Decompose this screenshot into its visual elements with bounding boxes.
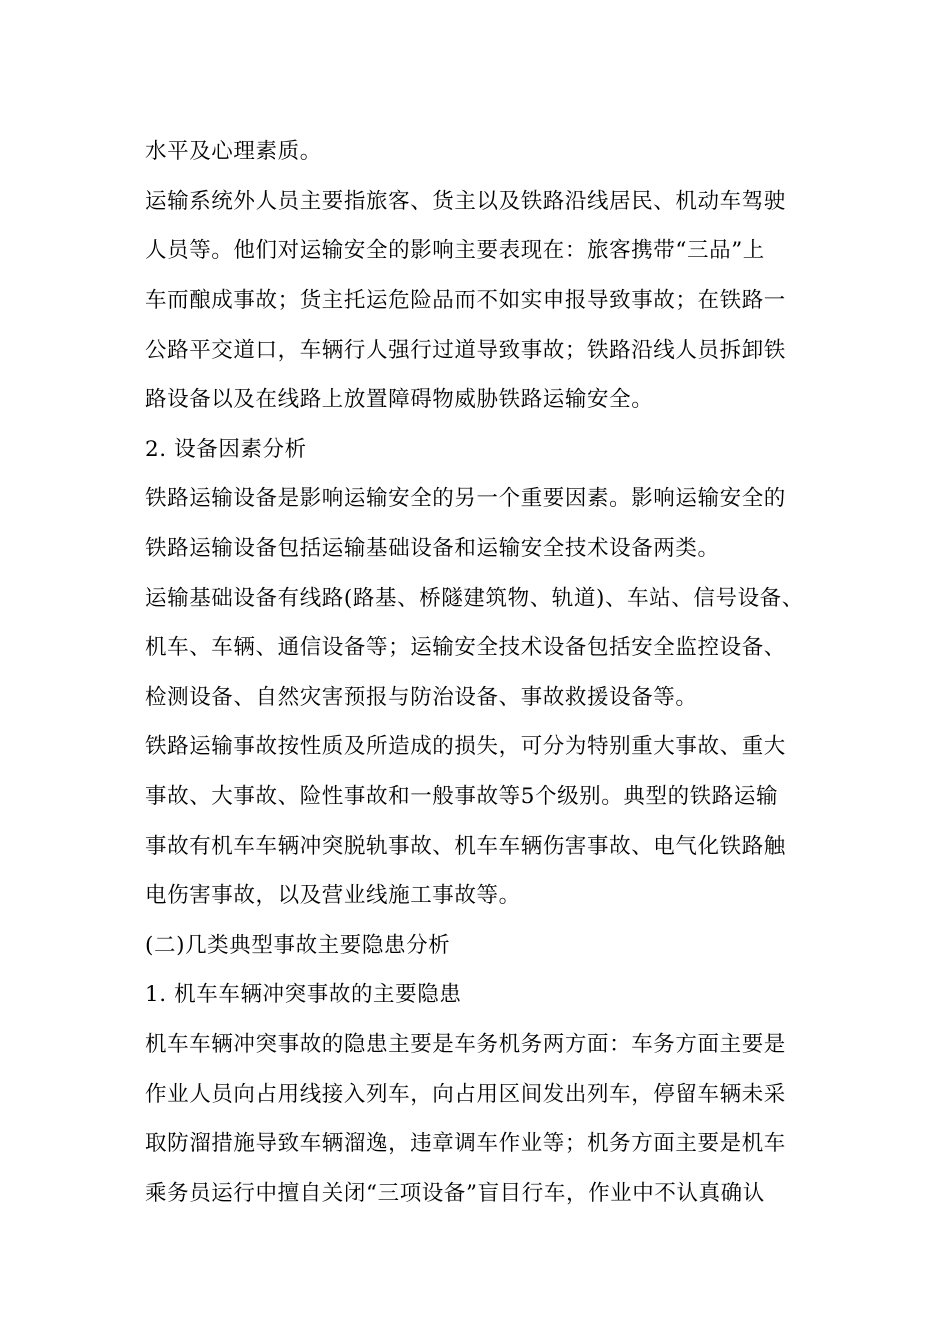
text-line: 检测设备、自然灾害预报与防治设备、事故救援设备等。 xyxy=(145,685,698,710)
text-line: 铁路运输设备包括运输基础设备和运输安全技术设备两类。 xyxy=(145,536,720,561)
section-heading: 1. 机车车辆冲突事故的主要隐患 xyxy=(145,982,462,1007)
text-line: 取防溜措施导致车辆溜逸，违章调车作业等；机务方面主要是机车 xyxy=(145,1131,786,1156)
text-line: 运输系统外人员主要指旅客、货主以及铁路沿线居民、机动车驾驶 xyxy=(145,189,786,214)
text-line: 车而酿成事故；货主托运危险品而不如实申报导致事故；在铁路一 xyxy=(145,288,786,313)
text-line: 铁路运输事故按性质及所造成的损失，可分为特别重大事故、重大 xyxy=(145,734,786,759)
text-line: 电伤害事故，以及营业线施工事故等。 xyxy=(145,883,521,908)
text-line: 事故、大事故、险性事故和一般事故等5个级别。典型的铁路运输 xyxy=(145,784,779,809)
text-line: 事故有机车车辆冲突脱轨事故、机车车辆伤害事故、电气化铁路触 xyxy=(145,834,786,859)
text-line: 人员等。他们对运输安全的影响主要表现在：旅客携带“三品”上 xyxy=(145,238,765,263)
section-heading: 2. 设备因素分析 xyxy=(145,437,307,462)
text-line: 机车、车辆、通信设备等；运输安全技术设备包括安全监控设备、 xyxy=(145,635,786,660)
section-heading: (二)几类典型事故主要隐患分析 xyxy=(145,933,451,958)
text-line: 铁路运输设备是影响运输安全的另一个重要因素。影响运输安全的 xyxy=(145,486,786,511)
text-line: 运输基础设备有线路(路基、桥隧建筑物、轨道)、车站、信号设备、 xyxy=(145,586,804,611)
text-line: 路设备以及在线路上放置障碍物威胁铁路运输安全。 xyxy=(145,387,654,412)
text-line: 公路平交道口，车辆行人强行过道导致事故；铁路沿线人员拆卸铁 xyxy=(145,338,786,363)
text-line: 乘务员运行中擅自关闭“三项设备”盲目行车，作业中不认真确认 xyxy=(145,1181,765,1206)
text-line: 作业人员向占用线接入列车，向占用区间发出列车，停留车辆未采 xyxy=(145,1082,786,1107)
text-line: 机车车辆冲突事故的隐患主要是车务机务两方面：车务方面主要是 xyxy=(145,1032,786,1057)
text-line: 水平及心理素质。 xyxy=(145,139,322,164)
